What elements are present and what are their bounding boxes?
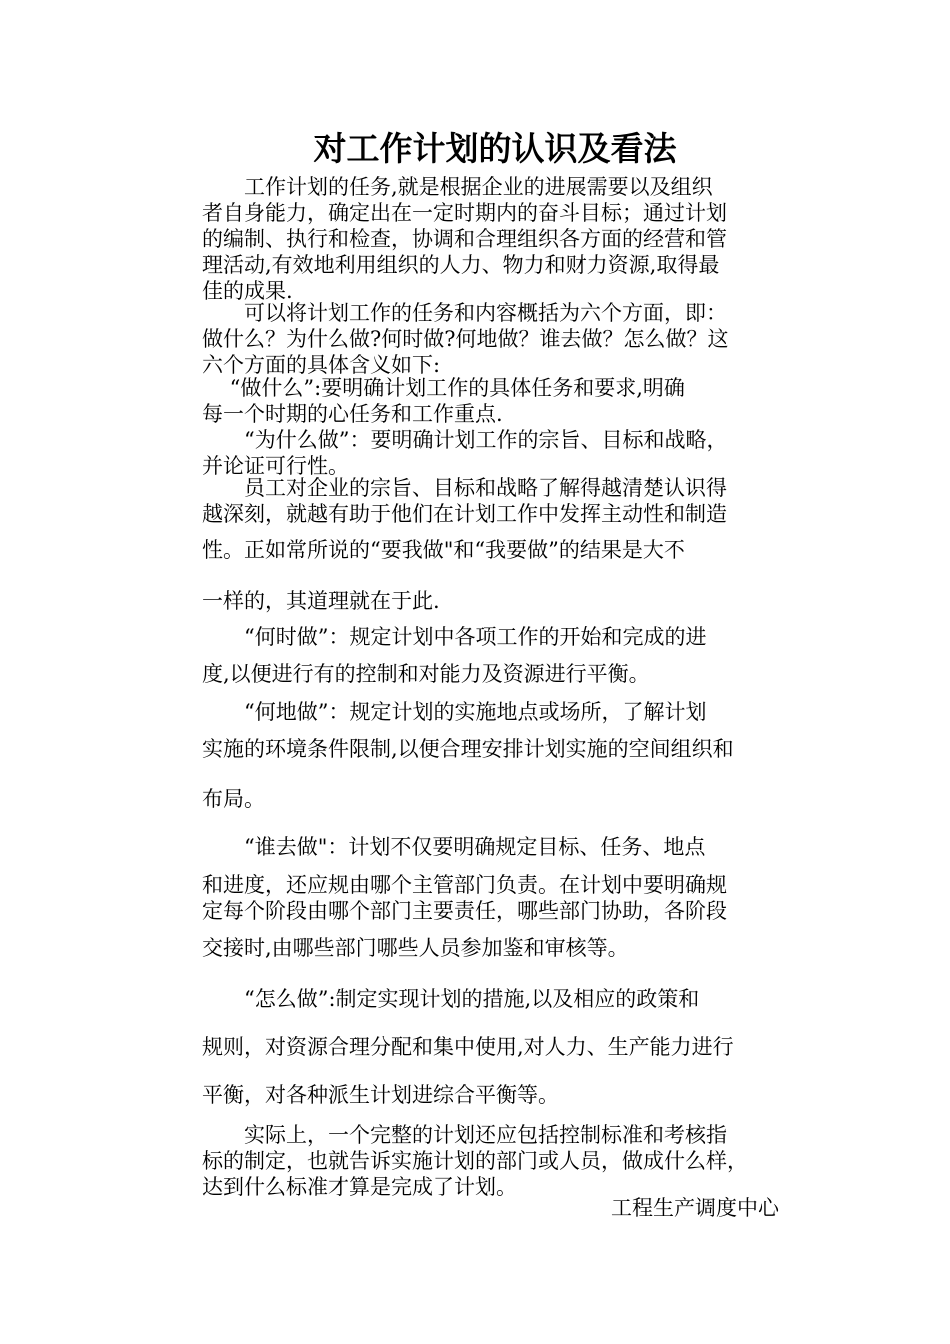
body-line: “做什么”:要明确计划工作的具体任务和要求,明确 <box>202 376 685 400</box>
body-line: 布局。 <box>202 787 265 811</box>
body-line: 的编制、执行和检查，协调和合理组织各方面的经营和管 <box>202 227 727 251</box>
body-line: 每一个时期的心任务和工作重点. <box>202 402 503 426</box>
body-line: 标的制定，也就告诉实施计划的部门或人员，做成什么样， <box>202 1149 748 1173</box>
body-line: 并论证可行性。 <box>202 454 349 478</box>
body-line: “谁去做"：计划不仅要明确规定目标、任务、地点 <box>202 835 706 859</box>
page-title: 对工作计划的认识及看法 <box>313 129 677 168</box>
body-line: 平衡，对各种派生计划进综合平衡等。 <box>202 1083 559 1107</box>
body-line: 者自身能力，确定出在一定时期内的奋斗目标；通过计划 <box>202 201 727 225</box>
body-line: 和进度，还应规由哪个主管部门负责。在计划中要明确规 <box>202 873 727 897</box>
body-line: 交接时,由哪些部门哪些人员参加鉴和审核等。 <box>202 936 629 960</box>
body-line: 规则，对资源合理分配和集中使用,对人力、生产能力进行 <box>202 1035 734 1059</box>
body-line: 一样的，其道理就在于此. <box>202 589 440 613</box>
body-line: 实施的环境条件限制,以便合理安排计划实施的空间组织和 <box>202 737 734 761</box>
body-line: 定每个阶段由哪个部门主要责任，哪些部门协助，各阶段 <box>202 899 727 923</box>
body-line: “何时做”：规定计划中各项工作的开始和完成的进 <box>202 625 707 649</box>
body-line: 越深刻，就越有助于他们在计划工作中发挥主动性和制造 <box>202 502 727 526</box>
body-line: 可以将计划工作的任务和内容概括为六个方面，即： <box>202 301 727 325</box>
body-line: 实际上，一个完整的计划还应包括控制标准和考核指 <box>202 1123 727 1147</box>
body-line: 达到什么标准才算是完成了计划。 <box>202 1175 517 1199</box>
body-line: 做什么？为什么做?何时做?何地做？谁去做？怎么做？这 <box>202 327 729 351</box>
body-line: 工作计划的任务,就是根据企业的进展需要以及组织 <box>202 175 713 199</box>
body-line: 佳的成果. <box>202 279 293 303</box>
body-line: 度,以便进行有的控制和对能力及资源进行平衡。 <box>202 662 650 686</box>
signature: 工程生产调度中心 <box>611 1196 779 1220</box>
body-line: 六个方面的具体含义如下: <box>202 353 441 377</box>
body-line: “为什么做”：要明确计划工作的宗旨、目标和战略， <box>202 428 728 452</box>
body-line: “怎么做”:制定实现计划的措施,以及相应的政策和 <box>202 987 700 1011</box>
body-line: “何地做”：规定计划的实施地点或场所，了解计划 <box>202 700 707 724</box>
body-line: 理活动,有效地利用组织的人力、物力和财力资源,取得最 <box>202 253 720 277</box>
body-line: 性。正如常所说的“要我做"和“我要做”的结果是大不 <box>202 538 685 562</box>
body-line: 员工对企业的宗旨、目标和战略了解得越清楚认识得 <box>202 476 727 500</box>
